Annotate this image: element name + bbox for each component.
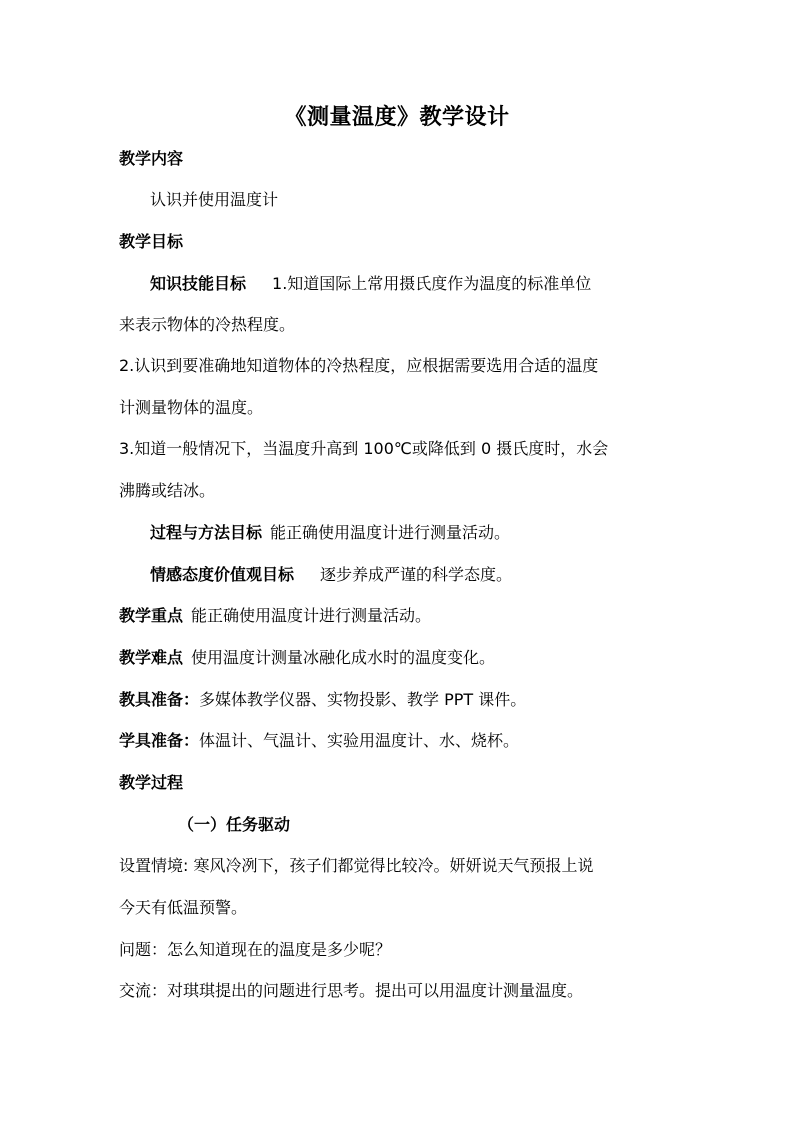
content-text: 认识并使用温度计	[150, 190, 279, 209]
knowledge-goal-text: 1.知道国际上常用摄氏度作为温度的标准单位	[272, 274, 592, 293]
section-heading-goals: 教学目标	[119, 232, 184, 251]
section-heading-process: 教学过程	[119, 773, 184, 792]
process-goal-line	[150, 521, 730, 545]
difficulty-label: 教学难点	[119, 648, 184, 667]
knowledge-goal-continuation: 来表示物体的冷热程度。	[119, 315, 296, 334]
key-point-text: 能正确使用温度计进行测量活动。	[191, 606, 432, 625]
scenario-line1: 设置情境: 寒风冷冽下，孩子们都觉得比较冷。妍妍说天气预报上说	[119, 856, 594, 875]
scenario-line2: 今天有低温预警。	[119, 898, 248, 917]
attitude-goal-label: 情感态度价值观目标	[150, 565, 295, 584]
knowledge-goal-label: 知识技能目标	[150, 274, 247, 293]
process-goal-text: 能正确使用温度计进行测量活动。	[270, 523, 511, 542]
student-tools-text: 体温计、气温计、实验用温度计、水、烧杯。	[199, 731, 520, 750]
teacher-tools-label: 教具准备：	[119, 690, 200, 709]
exchange-line: 交流：对琪琪提出的问题进行思考。提出可以用温度计测量温度。	[119, 981, 584, 1000]
goal-item-3-line2: 沸腾或结冰。	[119, 481, 216, 500]
knowledge-goal-line	[150, 272, 730, 296]
difficulty-text: 使用温度计测量冰融化成水时的温度变化。	[191, 648, 496, 667]
teacher-tools-text: 多媒体教学仪器、实物投影、教学 PPT 课件。	[199, 690, 527, 709]
goal-item-2-line2: 计测量物体的温度。	[119, 398, 264, 417]
question-line: 问题：怎么知道现在的温度是多少呢？	[119, 940, 392, 959]
key-point-label: 教学重点	[119, 606, 184, 625]
section-heading-content: 教学内容	[119, 149, 184, 168]
goal-item-2-line1: 2.认识到要准确地知道物体的冷热程度，应根据需要选用合适的温度	[119, 356, 599, 375]
student-tools-label: 学具准备：	[119, 731, 200, 750]
page-title: 《测量温度》教学设计	[284, 105, 510, 130]
attitude-goal-text: 逐步养成严谨的科学态度。	[320, 565, 513, 584]
section-1-heading: （一）任务驱动	[178, 815, 291, 834]
student-tools-line	[119, 729, 699, 753]
teacher-tools-line	[119, 688, 699, 712]
attitude-goal-line	[150, 563, 730, 587]
goal-item-3-line1: 3.知道一般情况下，当温度升高到 100℃或降低到 0 摄氏度时，水会	[119, 439, 609, 458]
process-goal-label: 过程与方法目标	[150, 523, 263, 542]
key-point-line	[119, 604, 699, 628]
difficulty-line	[119, 646, 699, 670]
